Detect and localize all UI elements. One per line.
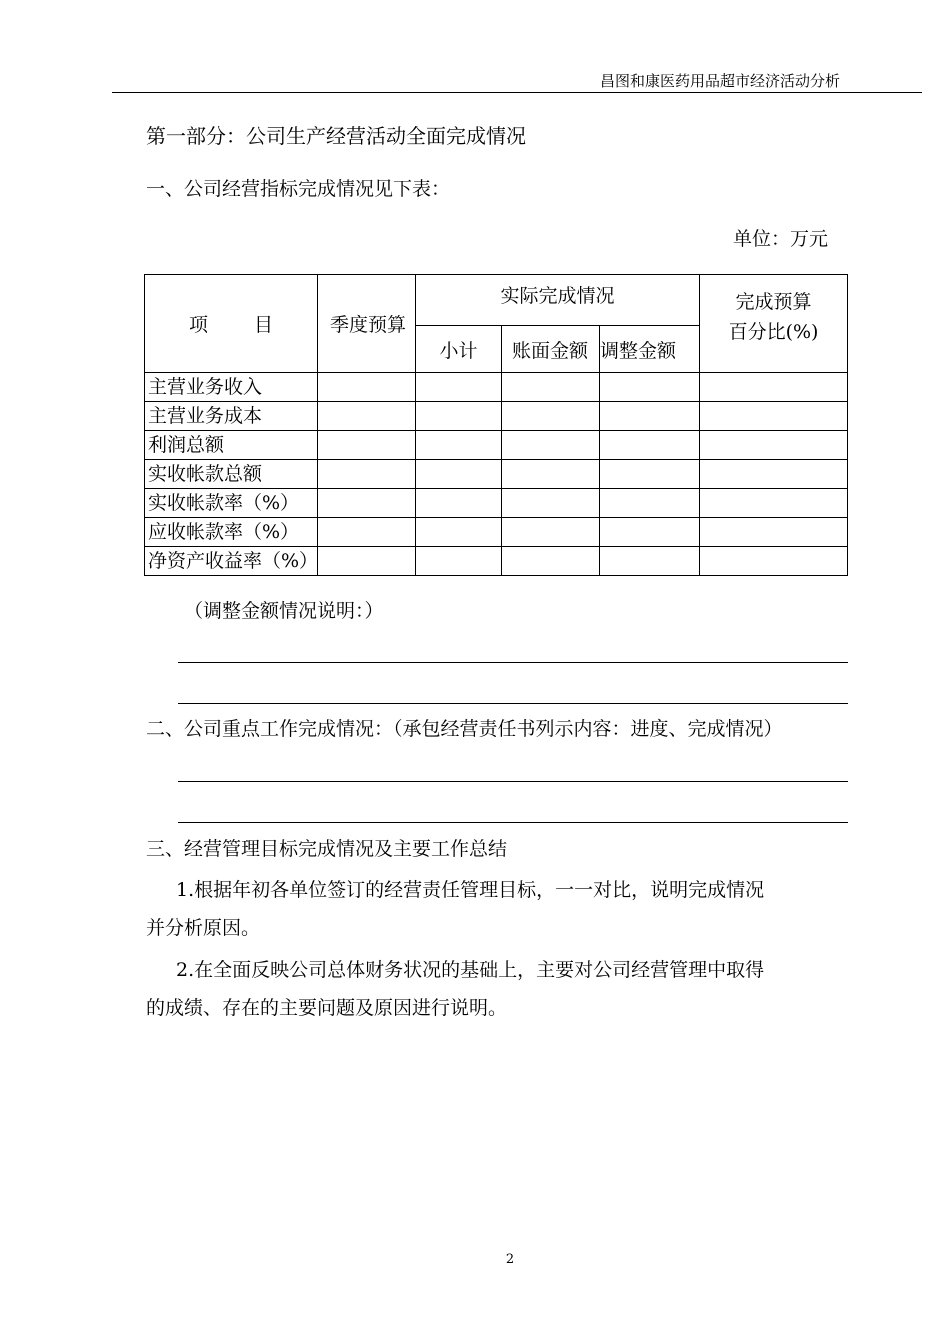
cell-pct [700, 431, 848, 460]
cell-quarter-budget [318, 489, 416, 518]
row-label: 实收帐款率（%） [145, 489, 318, 518]
cell-subtotal [416, 460, 502, 489]
header-adjust-amount: 调整金额 [600, 326, 700, 373]
cell-adjust-amount [600, 518, 700, 547]
budget-table [144, 274, 848, 576]
row-label: 净资产收益率（%） [145, 547, 318, 576]
blank-line [178, 822, 848, 823]
cell-pct [700, 373, 848, 402]
cell-pct [700, 518, 848, 547]
blank-line [178, 662, 848, 663]
table-row [145, 460, 848, 489]
cell-quarter-budget [318, 460, 416, 489]
cell-pct [700, 547, 848, 576]
cell-quarter-budget [318, 547, 416, 576]
cell-quarter-budget [318, 518, 416, 547]
header-pct-cell [700, 275, 848, 373]
table-row [145, 431, 848, 460]
cell-adjust-amount [600, 373, 700, 402]
paragraph-2-line2: 的成绩、存在的主要问题及原因进行说明。 [146, 997, 508, 1019]
cell-adjust-amount [600, 547, 700, 576]
table-row [145, 518, 848, 547]
cell-adjust-amount [600, 402, 700, 431]
cell-book-amount [502, 431, 600, 460]
row-label: 主营业务收入 [145, 373, 318, 402]
cell-book-amount [502, 489, 600, 518]
header-rule [112, 92, 922, 93]
cell-book-amount [502, 373, 600, 402]
row-label: 主营业务成本 [145, 402, 318, 431]
row-label: 实收帐款总额 [145, 460, 318, 489]
cell-pct [700, 489, 848, 518]
header-quarter-budget: 季度预算 [318, 275, 416, 373]
blank-line [178, 781, 848, 782]
header-subtotal: 小计 [416, 326, 502, 373]
cell-subtotal [416, 402, 502, 431]
row-label: 利润总额 [145, 431, 318, 460]
cell-subtotal [416, 431, 502, 460]
cell-quarter-budget [318, 402, 416, 431]
item1-heading: 一、公司经营指标完成情况见下表： [146, 178, 451, 200]
blank-line [178, 703, 848, 704]
adjust-note: （调整金额情况说明：） [184, 600, 384, 622]
cell-adjust-amount [600, 460, 700, 489]
row-label: 应收帐款率（%） [145, 518, 318, 547]
cell-pct [700, 460, 848, 489]
paragraph-2-line1: 2.在全面反映公司总体财务状况的基础上，主要对公司经营管理中取得 [176, 959, 765, 981]
cell-quarter-budget [318, 431, 416, 460]
header-item-a: 项 [188, 314, 208, 336]
cell-subtotal [416, 518, 502, 547]
cell-book-amount [502, 518, 600, 547]
page-number: 2 [505, 1252, 515, 1267]
cell-book-amount [502, 460, 600, 489]
header-pct-line2: 百分比(%) [728, 321, 819, 343]
cell-book-amount [502, 402, 600, 431]
header-pct-line1: 完成预算 [735, 291, 812, 313]
table-row [145, 373, 848, 402]
paragraph-1-line2: 并分析原因。 [146, 917, 261, 939]
item2-heading: 二、公司重点工作完成情况：（承包经营责任书列示内容：进度、完成情况） [146, 718, 783, 740]
cell-pct [700, 402, 848, 431]
cell-subtotal [416, 489, 502, 518]
header-item-cell [145, 275, 318, 373]
header-actual: 实际完成情况 [416, 275, 700, 326]
table-row [145, 547, 848, 576]
header-item-b: 目 [254, 314, 274, 336]
header-title: 昌图和康医药用品超市经济活动分析 [599, 72, 840, 90]
cell-book-amount [502, 547, 600, 576]
table-row [145, 402, 848, 431]
item3-heading: 三、经营管理目标完成情况及主要工作总结 [146, 838, 508, 860]
unit-label: 单位：万元 [732, 228, 828, 250]
header-book-amount: 账面金额 [502, 326, 600, 373]
table-row [145, 489, 848, 518]
cell-quarter-budget [318, 373, 416, 402]
section-title: 第一部分：公司生产经营活动全面完成情况 [146, 124, 526, 148]
cell-adjust-amount [600, 489, 700, 518]
paragraph-1-line1: 1.根据年初各单位签订的经营责任管理目标，一一对比，说明完成情况 [176, 879, 765, 901]
cell-subtotal [416, 373, 502, 402]
cell-adjust-amount [600, 431, 700, 460]
cell-subtotal [416, 547, 502, 576]
